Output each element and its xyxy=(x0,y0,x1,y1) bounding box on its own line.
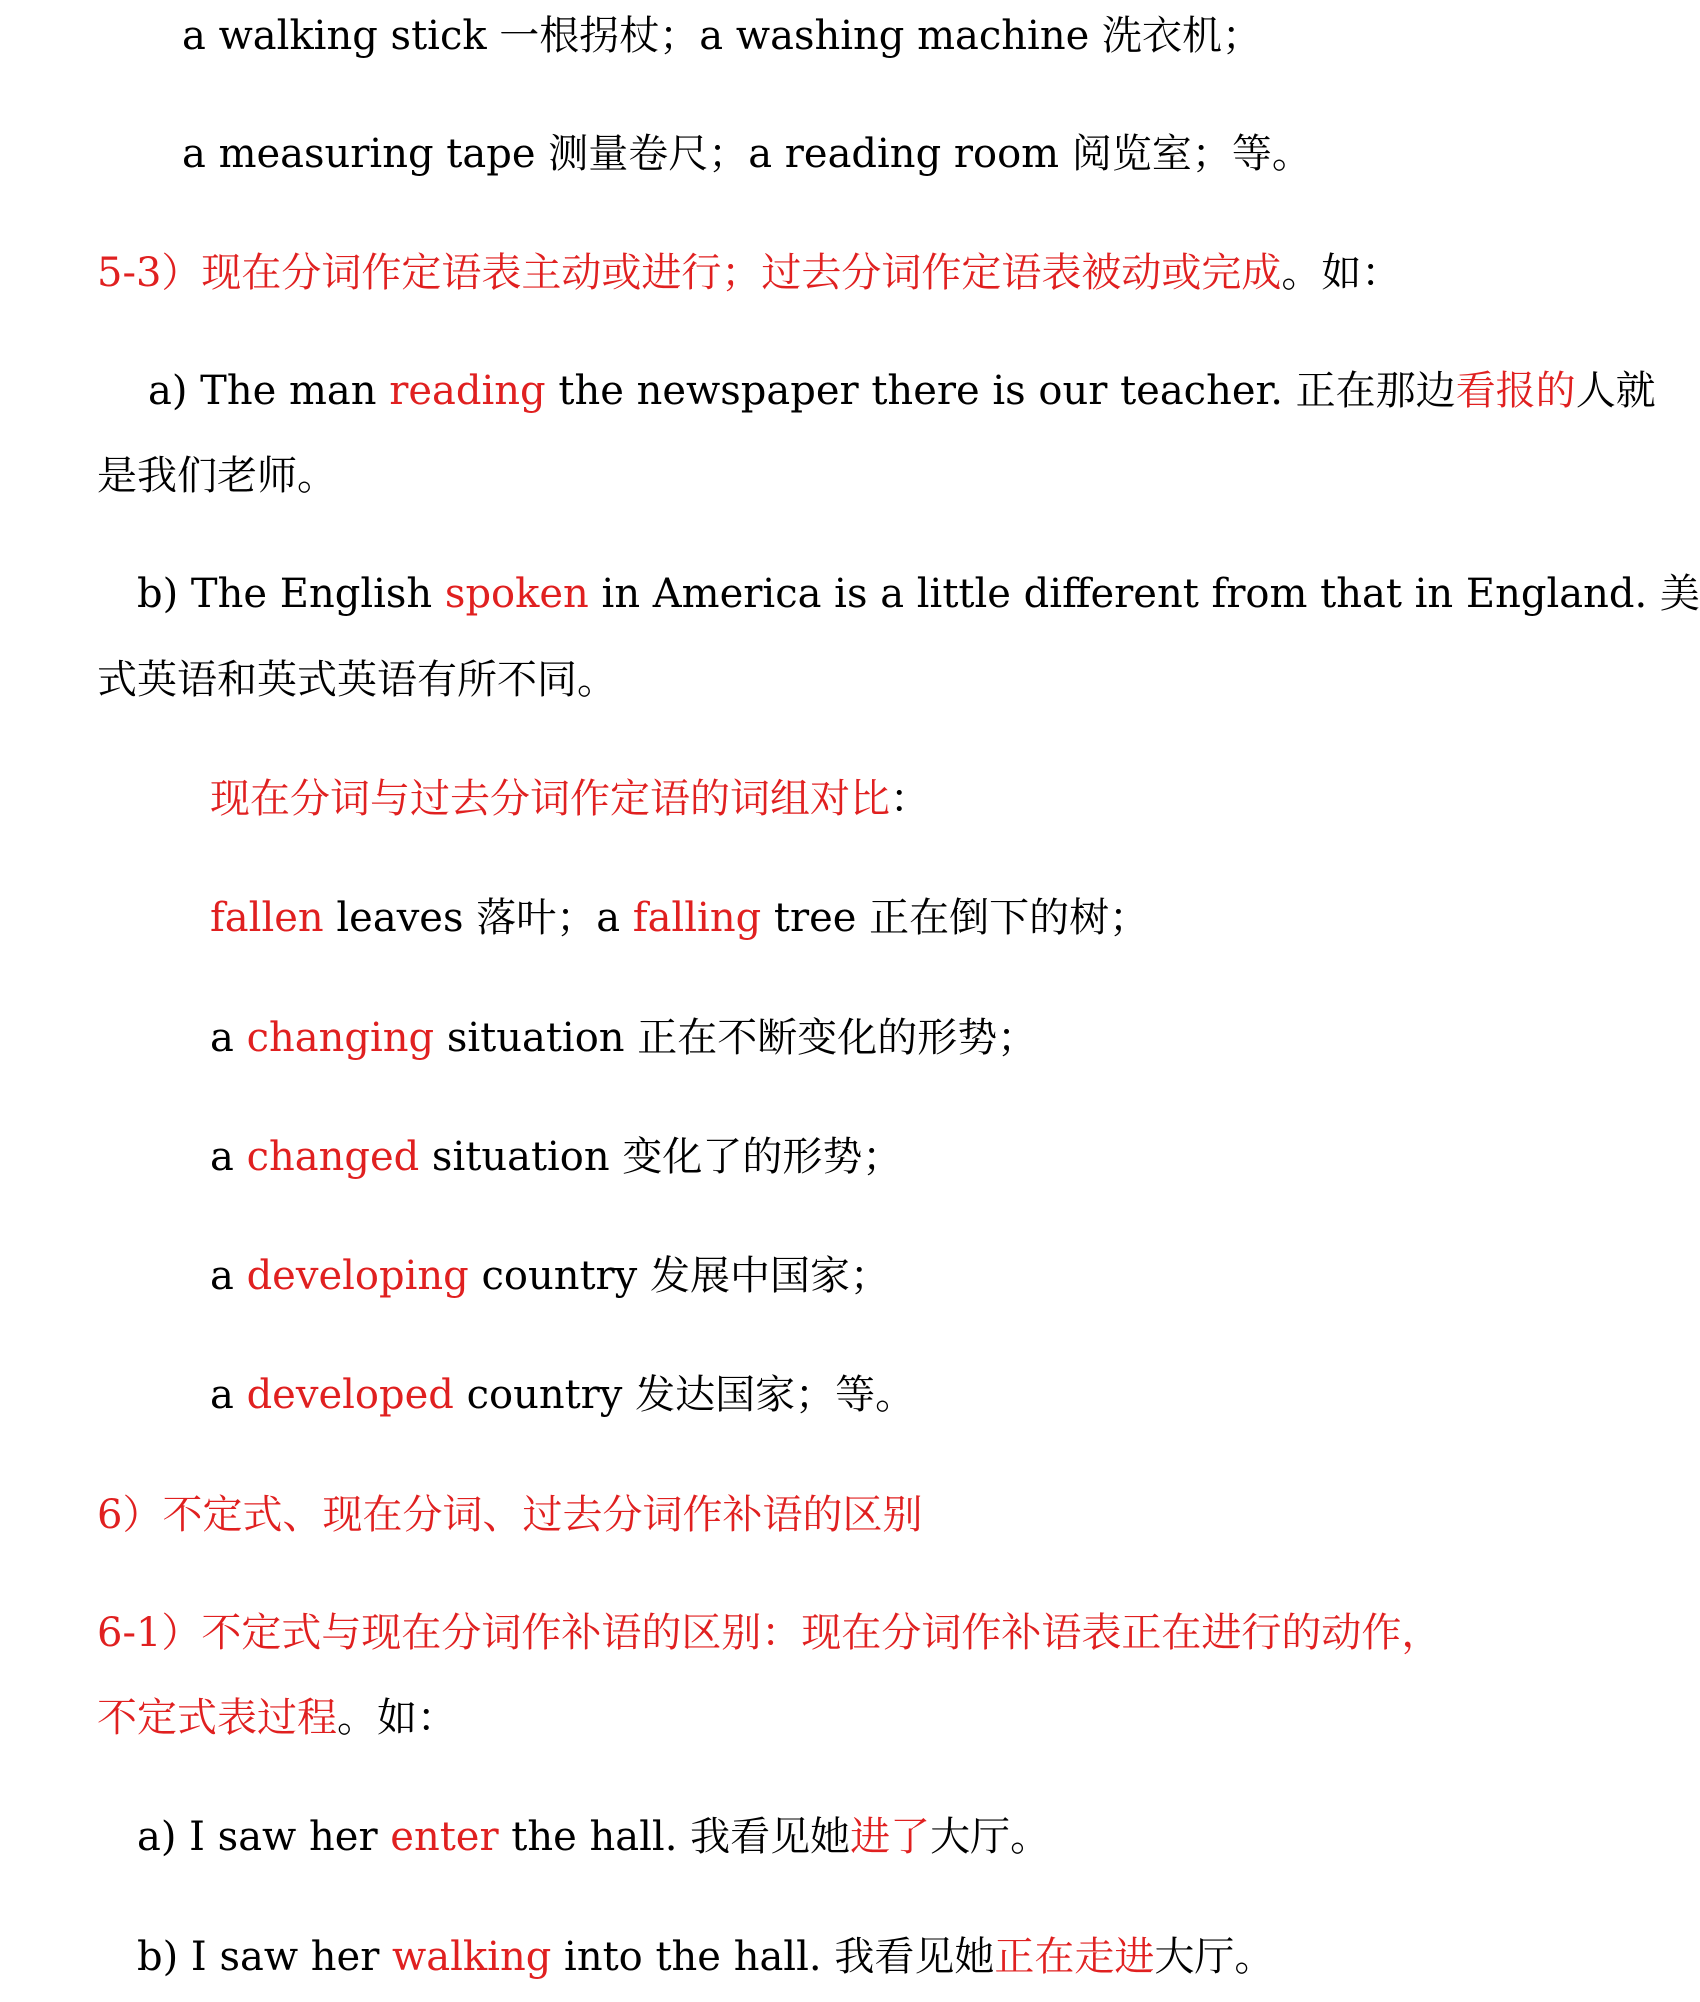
phrase-line xyxy=(0,1367,1587,1423)
text-segment: a xyxy=(210,1372,247,1418)
highlighted-text: 6）不定式、现在分词、过去分词作补语的区别 xyxy=(97,1492,923,1538)
text-segment: 式英语和英式英语有所不同。 xyxy=(97,657,617,703)
highlighted-text: 5-3）现在分词作定语表主动或进行；过去分词作定语表被动或完成 xyxy=(97,250,1282,296)
example-line xyxy=(0,448,1587,504)
highlighted-text: changing xyxy=(246,1015,435,1061)
text-segment: situation 变化了的形势； xyxy=(419,1134,903,1180)
text-segment: leaves 落叶；a xyxy=(323,895,633,941)
highlighted-text: 现在分词与过去分词作定语的词组对比 xyxy=(210,776,890,822)
subsection-heading xyxy=(0,771,1587,827)
text-segment: b) I saw her xyxy=(137,1934,393,1980)
highlighted-text: reading xyxy=(389,368,546,414)
phrase-line xyxy=(0,1129,1587,1185)
highlighted-text: changed xyxy=(246,1134,420,1180)
text-segment: country 发达国家；等。 xyxy=(453,1372,916,1418)
highlighted-text: 6-1）不定式与现在分词作补语的区别：现在分词作补语表正在进行的动作， xyxy=(97,1610,1442,1656)
highlighted-text: developed xyxy=(246,1372,454,1418)
text-segment: ： xyxy=(890,776,930,822)
text-segment: a) The man xyxy=(148,368,390,414)
text-segment: 。如： xyxy=(1281,250,1402,296)
text-segment: into the hall. 我看见她 xyxy=(551,1934,995,1980)
text-line xyxy=(0,126,1587,182)
text-segment: a xyxy=(210,1253,247,1299)
text-segment: a measuring tape 测量卷尺；a reading room 阅览室；等。 xyxy=(182,131,1312,177)
text-segment: the hall. 我看见她 xyxy=(498,1814,851,1860)
example-line xyxy=(0,363,1656,419)
example-line xyxy=(0,652,1587,708)
highlighted-text: 不定式表过程 xyxy=(97,1695,337,1741)
section-heading xyxy=(0,1605,1587,1661)
highlighted-text: enter xyxy=(390,1814,499,1860)
highlighted-text: fallen xyxy=(210,895,324,941)
highlighted-text: 看报的 xyxy=(1455,368,1576,414)
text-segment: 大厅。 xyxy=(930,1814,1051,1860)
text-segment: b) The English xyxy=(137,571,445,617)
text-segment: 人就 xyxy=(1575,368,1656,414)
highlighted-text: spoken xyxy=(444,571,589,617)
text-segment: 大厅。 xyxy=(1154,1934,1275,1980)
phrase-line xyxy=(0,1010,1587,1066)
text-segment: a) I saw her xyxy=(137,1814,391,1860)
text-segment: a walking stick 一根拐杖；a washing machine 洗衣机； xyxy=(182,13,1262,59)
text-segment: the newspaper there is our teacher. 正在那边 xyxy=(545,368,1456,414)
text-segment: 。如： xyxy=(337,1695,457,1741)
text-segment: situation 正在不断变化的形势； xyxy=(434,1015,1038,1061)
phrase-line xyxy=(0,1248,1587,1304)
example-line xyxy=(0,1929,1587,1985)
highlighted-text: walking xyxy=(392,1934,552,1980)
phrase-line xyxy=(0,890,1587,946)
text-segment: country 发展中国家； xyxy=(468,1253,890,1299)
text-segment: tree 正在倒下的树； xyxy=(761,895,1150,941)
section-heading xyxy=(0,1487,1587,1543)
highlighted-text: 进了 xyxy=(850,1814,931,1860)
example-line xyxy=(0,566,1700,622)
text-segment: 是我们老师。 xyxy=(97,453,337,499)
highlighted-text: 正在走进 xyxy=(994,1934,1155,1980)
text-segment: a xyxy=(210,1134,247,1180)
text-line xyxy=(0,8,1587,64)
text-segment: a xyxy=(210,1015,247,1061)
example-line xyxy=(0,1809,1587,1865)
section-heading xyxy=(0,245,1587,301)
section-heading xyxy=(0,1690,1587,1746)
text-segment: in America is a little different from that in England. 美 xyxy=(588,571,1700,617)
highlighted-text: developing xyxy=(246,1253,469,1299)
highlighted-text: falling xyxy=(632,895,762,941)
